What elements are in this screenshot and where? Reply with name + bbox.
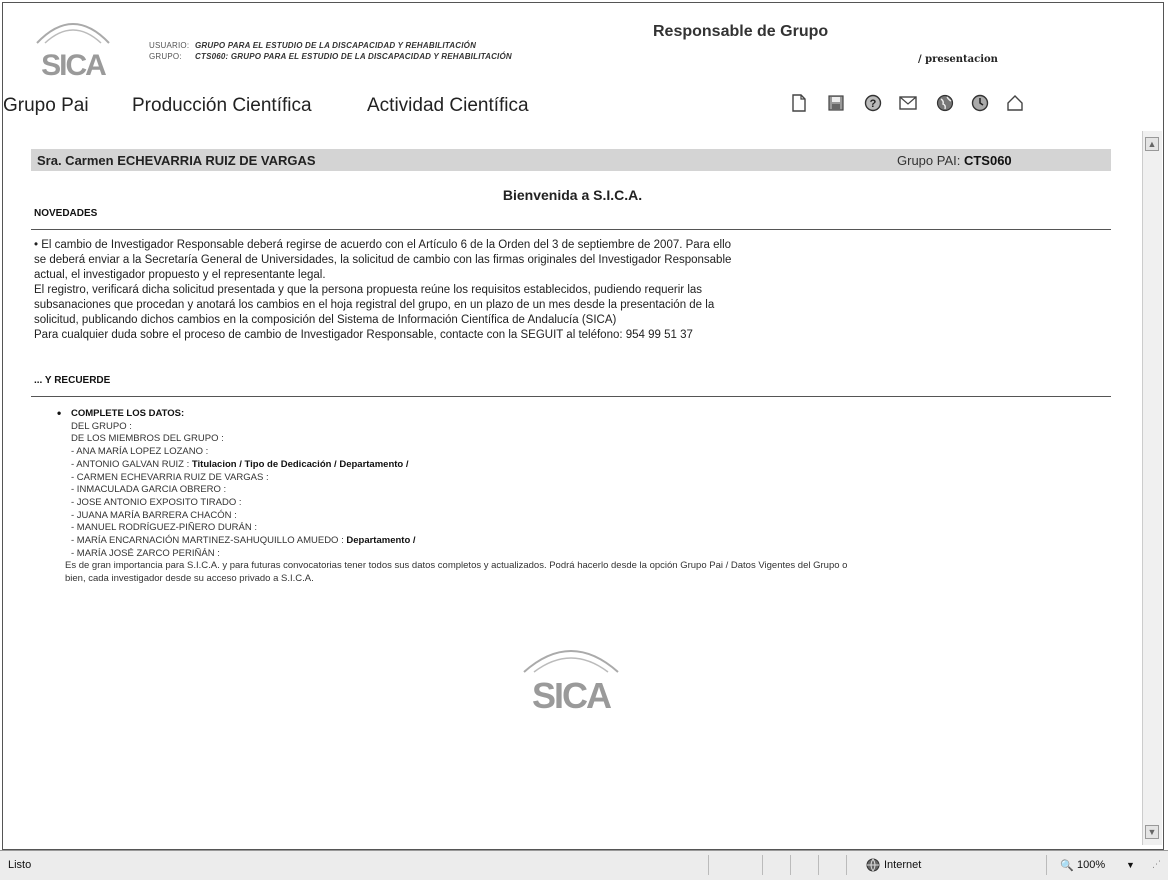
novedades-line: • El cambio de Investigador Responsable deberá regirse de acuerdo con el Artículo 6 de la Orden del 3 de septiembre de 2007. Para ello: [34, 239, 732, 251]
recuerde-line: - ANTONIO GALVAN RUIZ : Titulacion / Tipo de Dedicación / Departamento /: [71, 458, 409, 470]
internet-zone-icon: [866, 858, 880, 872]
status-divider: [846, 855, 847, 875]
recuerde-list: [65, 408, 1111, 586]
site-header: [3, 3, 1161, 131]
recuerde-line: - MARÍA JOSÉ ZARCO PERIÑÁN :: [71, 547, 220, 559]
resize-grip-icon[interactable]: ⋰: [1152, 859, 1161, 869]
novedades-line: Para cualquier duda sobre el proceso de cambio de Investigador Responsable, contacte con la SEGUIT al teléfono: 954 99 51 37: [34, 329, 693, 341]
status-text: Listo: [8, 859, 32, 871]
nav-item-actividad-cientifica[interactable]: Actividad Científica: [367, 95, 529, 116]
missing-fields[interactable]: Titulacion / Tipo de Dedicación / Departamento /: [191, 458, 409, 470]
novedades-line: subsanaciones que procedan y anotará los cambios en el hoja registral del grupo, en un plazo de un mes desde la presentación de la: [34, 299, 715, 311]
zoom-dropdown-icon[interactable]: ▼: [1126, 860, 1135, 870]
save-icon[interactable]: [826, 93, 846, 113]
novedades-divider: [31, 229, 1111, 230]
novedades-line: El registro, verificará dicha solicitud presentada y que la persona propuesta reúne los requisitos establecidos, pudiendo requerir las: [34, 284, 703, 296]
missing-fields[interactable]: Departamento /: [346, 535, 416, 547]
recuerde-line: DEL GRUPO :: [71, 420, 132, 432]
globe-icon[interactable]: [935, 93, 955, 113]
main-content: [3, 131, 1142, 845]
complete-data-title: • COMPLETE LOS DATOS:: [71, 408, 1111, 421]
recuerde-line: DE LOS MIEMBROS DEL GRUPO :: [71, 433, 224, 445]
vertical-scrollbar[interactable]: [1142, 131, 1162, 845]
sica-logo[interactable]: [31, 9, 115, 81]
mail-icon[interactable]: [898, 93, 918, 113]
user-info: [149, 40, 512, 62]
zoom-icon[interactable]: 🔍: [1060, 860, 1074, 872]
profile-bar: [31, 149, 1111, 171]
footer-logo-text: SICA: [531, 675, 611, 716]
recuerde-line: - MANUEL RODRÍGUEZ-PIÑERO DURÁN :: [71, 522, 257, 534]
recuerde-line: - CARMEN ECHEVARRIA RUIZ DE VARGAS :: [71, 471, 269, 483]
security-zone: Internet: [884, 859, 922, 871]
sica-footer-logo: [516, 636, 626, 716]
novedades-text: [34, 238, 904, 343]
recuerde-line: - INMACULADA GARCIA OBRERO :: [71, 484, 227, 496]
recuerde-line: - MARÍA ENCARNACIÓN MARTINEZ-SAHUQUILLO AMUEDO : Departamento /: [71, 535, 416, 547]
logo-text: SICA: [41, 49, 105, 81]
profile-name: Sra. Carmen ECHEVARRIA RUIZ DE VARGAS: [37, 153, 316, 168]
recuerde-line: - ANA MARÍA LOPEZ LOZANO :: [71, 446, 209, 458]
recuerde-note: bien, cada investigador desde su acceso privado a S.I.C.A.: [65, 573, 314, 585]
user-value: GRUPO PARA EL ESTUDIO DE LA DISCAPACIDAD Y REHABILITACIÓN: [195, 41, 477, 50]
status-bar: [0, 850, 1168, 880]
profile-group: [897, 153, 1012, 168]
recuerde-divider: [31, 396, 1111, 397]
recuerde-note: Es de gran importancia para S.I.C.A. y para futuras convocatorias tener todos sus datos completos y actualizados. Podrá hacerlo desde la opción Grupo Pai / Datos Vigentes del Grupo o: [65, 560, 848, 572]
profile-group-code: CTS060: [963, 153, 1012, 168]
group-label: GRUPO:: [149, 52, 182, 61]
user-label: USUARIO:: [149, 41, 190, 50]
status-divider: [708, 855, 709, 875]
novedades-line: se deberá enviar a la Secretaría General de Universidades, la solicitud de cambio con las firmas originales del Investigador Responsable: [34, 254, 732, 266]
zoom-level[interactable]: 100%: [1077, 859, 1106, 871]
welcome-title: Bienvenida a S.I.C.A.: [502, 187, 643, 203]
profile-group-label: Grupo PAI:: [897, 153, 961, 168]
status-divider: [762, 855, 763, 875]
novedades-line: solicitud, publicando dichos cambios en la composición del Sistema de Información Científica de Andalucía (SICA): [34, 314, 617, 326]
clock-icon[interactable]: [970, 93, 990, 113]
svg-text:?: ?: [869, 98, 877, 110]
home-icon[interactable]: [1005, 93, 1025, 113]
role-title: Responsable de Grupo: [653, 23, 829, 40]
novedades-heading: NOVEDADES: [34, 208, 98, 219]
help-icon[interactable]: [863, 93, 883, 113]
recuerde-line: - JOSE ANTONIO EXPOSITO TIRADO :: [71, 496, 242, 508]
recuerde-heading: ... Y RECUERDE: [34, 375, 111, 386]
recuerde-line: - JUANA MARÍA BARRERA CHACÓN :: [71, 509, 237, 521]
status-divider: [1046, 855, 1047, 875]
nav-item-grupo-pai[interactable]: Grupo Pai: [3, 95, 89, 116]
breadcrumb[interactable]: / presentacion: [918, 54, 998, 65]
novedades-line: actual, el investigador propuesto y el representante legal.: [34, 269, 326, 281]
scroll-down-icon[interactable]: ▼: [1145, 825, 1159, 839]
group-value: CTS060: GRUPO PARA EL ESTUDIO DE LA DISCAPACIDAD Y REHABILITACIÓN: [195, 52, 512, 61]
status-divider: [790, 855, 791, 875]
new-document-icon[interactable]: [789, 93, 809, 113]
nav-item-produccion-cientifica[interactable]: Producción Científica: [132, 95, 312, 116]
scroll-up-icon[interactable]: ▲: [1145, 137, 1159, 151]
status-divider: [818, 855, 819, 875]
